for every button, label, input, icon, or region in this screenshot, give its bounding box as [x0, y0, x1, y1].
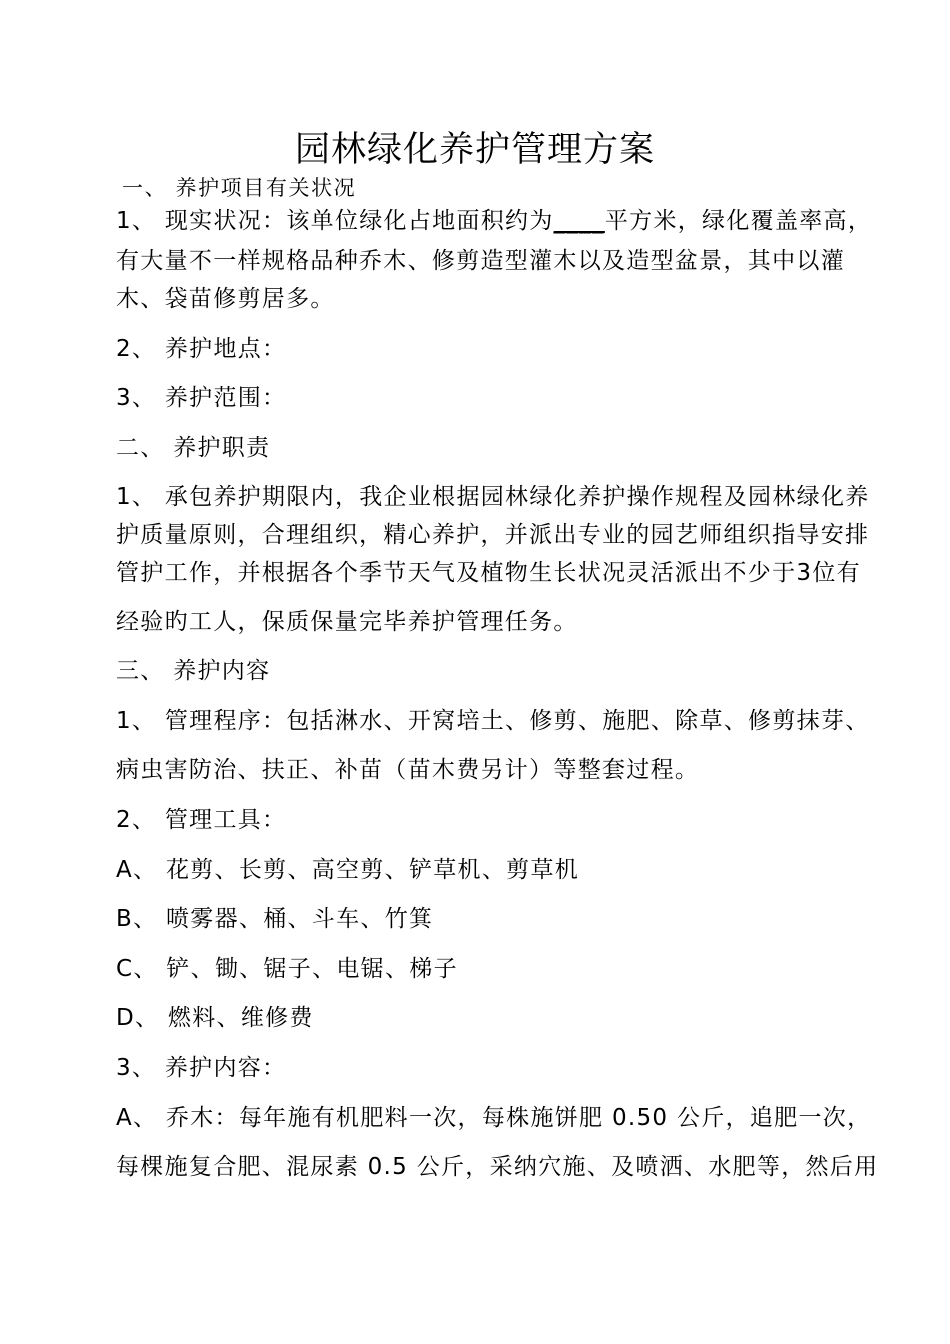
list-item: A、 花剪、长剪、高空剪、铲草机、剪草机	[116, 857, 580, 883]
text-segment: 平方米，绿化覆盖率高，	[604, 208, 873, 234]
paragraph-line: 经验旳工人，保质保量完毕养护管理任务。	[116, 609, 578, 635]
list-item: D、 燃料、维修费	[116, 1005, 314, 1031]
section-heading-1: 一、 养护项目有关状况	[122, 176, 357, 200]
section-heading-2: 二、 养护职责	[116, 435, 271, 461]
paragraph-line: 护质量原则，合理组织，精心养护，并派出专业的园艺师组织指导安排	[116, 522, 870, 548]
paragraph-line: 2、 管理工具：	[116, 807, 287, 833]
section-heading-3: 三、 养护内容	[116, 658, 271, 684]
paragraph-line: 每棵施复合肥、混尿素 0.5 公斤，采纳穴施、及喷洒、水肥等，然后用	[116, 1154, 879, 1180]
document-title: 园林绿化养护管理方案	[294, 130, 655, 170]
paragraph-line: 管护工作，并根据各个季节天气及植物生长状况灵活派出不少于3位有	[116, 560, 861, 586]
paragraph-line	[116, 205, 872, 237]
paragraph-line: A、 乔木：每年施有机肥料一次，每株施饼肥 0.50 公斤，追肥一次，	[116, 1105, 872, 1131]
paragraph-line: 1、 承包养护期限内，我企业根据园林绿化养护操作规程及园林绿化养	[116, 484, 870, 510]
paragraph-line: 病虫害防治、扶正、补苗（苗木费另计）等整套过程。	[116, 757, 700, 783]
text-segment: 1、 现实状况：该单位绿化占地面积约为	[116, 208, 554, 234]
paragraph-line: 3、 养护范围：	[116, 385, 287, 411]
list-item: C、 铲、锄、锯子、电锯、梯子	[116, 956, 458, 982]
blank-field: ____	[553, 208, 605, 234]
paragraph-line: 木、袋苗修剪居多。	[116, 286, 335, 312]
paragraph-line: 2、 养护地点：	[116, 336, 287, 362]
list-item: B、 喷雾器、桶、斗车、竹箕	[116, 906, 434, 932]
paragraph-line: 3、 养护内容：	[116, 1055, 287, 1081]
paragraph-line: 1、 管理程序：包括淋水、开窝培土、修剪、施肥、除草、修剪抹芽、	[116, 708, 870, 734]
paragraph-line: 有大量不一样规格品种乔木、修剪造型灌木以及造型盆景，其中以灌	[116, 248, 845, 274]
